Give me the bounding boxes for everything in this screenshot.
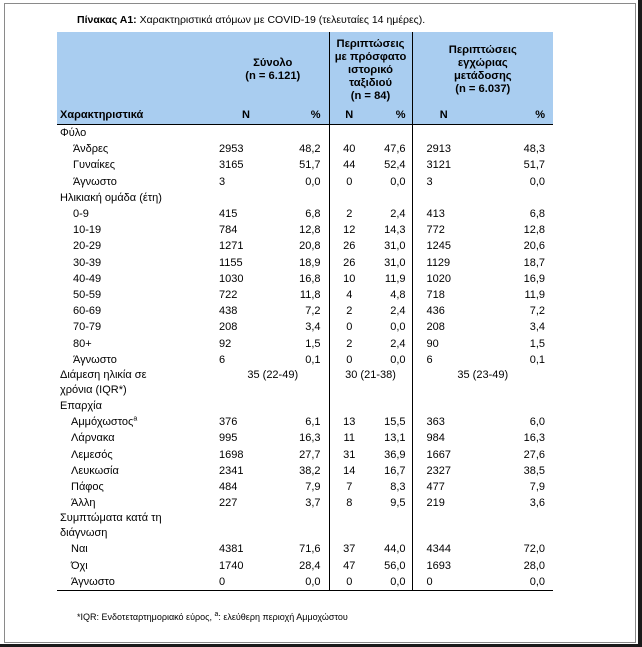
row-label bbox=[57, 157, 217, 173]
pct-total-cell: 0,1 bbox=[305, 353, 321, 366]
count-travel-cell: 47 bbox=[329, 558, 369, 574]
pct-travel-cell: 2,4 bbox=[390, 208, 406, 221]
pct-total-cell: 51,7 bbox=[299, 159, 321, 172]
row-label-text: Άλλη bbox=[71, 497, 96, 510]
header-local-line1: Περιπτώσεις bbox=[448, 44, 517, 56]
pct-local-cell: 6,8 bbox=[529, 208, 546, 221]
pct-total-cell: 16,8 bbox=[299, 272, 321, 285]
row-label bbox=[57, 238, 217, 254]
footnote-part2: : ελεύθερη περιοχή Αμμοχώστου bbox=[218, 612, 348, 622]
pct-total-cell: 0,0 bbox=[305, 175, 321, 188]
section-symptoms-empty-cell bbox=[217, 511, 275, 541]
count-travel-cell: 44 bbox=[329, 157, 369, 173]
count-total-cell: 2953 bbox=[219, 143, 244, 156]
row-label bbox=[57, 447, 217, 463]
section-symptoms-row bbox=[57, 511, 553, 541]
count-total-cell: 3165 bbox=[219, 159, 244, 172]
row-label-text: Άγνωστο bbox=[71, 575, 115, 588]
header-pct-total: % bbox=[275, 107, 329, 125]
count-local-cell: 6 bbox=[412, 352, 475, 368]
header-travel-line4: ταξιδιού bbox=[349, 76, 392, 89]
median-total-cell: 35 (22-49) bbox=[247, 369, 299, 382]
pct-travel-cell: 52,4 bbox=[384, 159, 406, 172]
table-row bbox=[57, 558, 553, 574]
pct-travel-cell: 11,9 bbox=[384, 272, 406, 285]
count-total-cell: 1271 bbox=[219, 240, 244, 253]
count-local-cell: 363 bbox=[412, 414, 475, 430]
count-local-cell: 3121 bbox=[412, 157, 475, 173]
count-total-cell: 722 bbox=[219, 289, 238, 302]
count-local-cell: 208 bbox=[412, 319, 475, 335]
section-age-label-line1: Ηλικιακή ομάδα (έτη) bbox=[60, 191, 162, 204]
row-label-text: Αμμόχωστος bbox=[71, 416, 134, 429]
section-district-empty-cell bbox=[412, 398, 475, 414]
count-travel-cell: 7 bbox=[329, 479, 369, 495]
pct-local-cell: 0,0 bbox=[475, 574, 553, 591]
count-total-cell: 208 bbox=[219, 321, 238, 334]
median-age-label-line1: Διάμεση ηλικία σε bbox=[60, 369, 147, 382]
count-travel-cell: 2 bbox=[329, 336, 369, 352]
median-age-label-line2: χρόνια (IQR*) bbox=[60, 384, 127, 397]
pct-local-cell: 0,0 bbox=[529, 175, 546, 188]
row-label-text: Πάφος bbox=[71, 481, 104, 494]
header-characteristics: Χαρακτηριστικά bbox=[57, 107, 217, 125]
table-row bbox=[57, 414, 553, 430]
table-row bbox=[57, 174, 553, 190]
pct-travel-cell: 14,3 bbox=[384, 224, 406, 237]
count-total-cell: 1030 bbox=[219, 272, 244, 285]
pct-travel-cell: 47,6 bbox=[384, 143, 406, 156]
row-label-text: 30-39 bbox=[73, 256, 102, 269]
section-age-empty-cell bbox=[369, 190, 412, 206]
section-sex-empty-cell bbox=[329, 125, 369, 142]
row-label bbox=[57, 430, 217, 446]
section-sex-empty-cell bbox=[475, 125, 553, 142]
count-total-cell: 6 bbox=[219, 353, 226, 366]
pct-local-cell: 16,9 bbox=[523, 272, 546, 285]
table-caption bbox=[77, 14, 425, 26]
header-local-line4: (n = 6.037) bbox=[455, 83, 511, 95]
pct-total-cell: 0,0 bbox=[275, 574, 329, 591]
header-total-line2: (n = 6.121) bbox=[245, 70, 301, 82]
row-label-text: 10-19 bbox=[73, 224, 102, 237]
caption-text: Χαρακτηριστικά ατόμων με COVID-19 (τελευταίες 14 ημέρες). bbox=[136, 14, 426, 26]
header-n-total: N bbox=[217, 107, 275, 125]
pct-total-cell: 1,5 bbox=[305, 337, 321, 350]
section-age-empty-cell bbox=[329, 190, 369, 206]
table-row bbox=[57, 255, 553, 271]
section-district-empty-cell bbox=[329, 398, 369, 414]
pct-local-cell: 3,6 bbox=[529, 497, 546, 510]
median-local-cell: 35 (23-49) bbox=[412, 368, 553, 398]
pct-total-cell: 11,8 bbox=[299, 289, 321, 302]
pct-travel-cell: 56,0 bbox=[384, 559, 406, 572]
count-total-cell: 0 bbox=[217, 574, 275, 591]
caption-label: Πίνακας Α1: bbox=[77, 14, 137, 26]
pct-travel-cell: 2,4 bbox=[390, 305, 406, 318]
row-label-text: Άγνωστο bbox=[73, 353, 117, 366]
row-label-text: 80+ bbox=[73, 337, 92, 350]
count-total-cell: 1698 bbox=[219, 448, 244, 461]
pct-travel-cell: 13,1 bbox=[384, 432, 406, 445]
section-symptoms-empty-cell bbox=[275, 511, 329, 541]
pct-local-cell: 18,7 bbox=[523, 256, 546, 269]
section-district-empty-cell bbox=[217, 398, 275, 414]
section-symptoms-label-line2: διάγνωση bbox=[60, 527, 108, 540]
section-sex-row bbox=[57, 125, 553, 142]
count-travel-cell: 26 bbox=[329, 238, 369, 254]
count-local-cell: 1245 bbox=[412, 238, 475, 254]
table-body bbox=[57, 125, 553, 591]
pct-travel-cell: 8,3 bbox=[390, 481, 406, 494]
header-blank bbox=[57, 32, 217, 107]
row-label bbox=[57, 271, 217, 287]
count-travel-cell: 37 bbox=[329, 541, 369, 557]
row-label bbox=[57, 319, 217, 335]
section-symptoms-empty-cell bbox=[369, 511, 412, 541]
count-total-cell: 376 bbox=[219, 416, 238, 429]
row-label bbox=[57, 303, 217, 319]
row-label bbox=[57, 255, 217, 271]
pct-total-cell: 28,4 bbox=[299, 559, 321, 572]
pct-total-cell: 6,8 bbox=[305, 208, 321, 221]
row-label bbox=[57, 141, 217, 157]
pct-travel-cell: 2,4 bbox=[390, 337, 406, 350]
count-local-cell: 984 bbox=[412, 430, 475, 446]
section-symptoms-empty-cell bbox=[329, 511, 369, 541]
pct-local-cell: 3,4 bbox=[529, 321, 546, 334]
pct-local-cell: 1,5 bbox=[529, 337, 546, 350]
count-total-cell: 3 bbox=[219, 175, 226, 188]
count-travel-cell: 0 bbox=[329, 319, 369, 335]
section-symptoms-label-line1: Συμπτώματα κατά τη bbox=[60, 512, 162, 525]
pct-total-cell: 3,7 bbox=[305, 497, 321, 510]
table-row bbox=[57, 463, 553, 479]
row-label-text: Όχι bbox=[71, 559, 88, 572]
count-total-cell: 2341 bbox=[219, 464, 244, 477]
row-label-text: 0-9 bbox=[73, 208, 89, 221]
row-label bbox=[57, 479, 217, 495]
pct-total-cell: 18,9 bbox=[299, 256, 321, 269]
table-row bbox=[57, 352, 553, 368]
table-row bbox=[57, 430, 553, 446]
header-total-line1: Σύνολο bbox=[253, 57, 293, 69]
count-total-cell: 784 bbox=[219, 224, 238, 237]
pct-local-cell: 72,0 bbox=[523, 543, 546, 556]
header-travel-line5: (n = 84) bbox=[350, 89, 391, 102]
header-travel bbox=[329, 32, 412, 107]
median-age-label bbox=[57, 368, 217, 398]
section-age-label bbox=[57, 190, 217, 206]
count-total-cell: 438 bbox=[219, 305, 238, 318]
section-symptoms-label bbox=[57, 511, 217, 541]
row-label bbox=[57, 222, 217, 238]
count-travel-cell: 13 bbox=[329, 414, 369, 430]
section-district-empty-cell bbox=[369, 398, 412, 414]
table-row bbox=[57, 271, 553, 287]
count-local-cell: 1129 bbox=[412, 255, 475, 271]
row-label-text: 50-59 bbox=[73, 289, 102, 302]
footnote-sup: a bbox=[214, 611, 219, 618]
row-label bbox=[57, 174, 217, 190]
section-age-empty-cell bbox=[412, 190, 475, 206]
section-age-empty-cell bbox=[475, 190, 553, 206]
pct-local-cell: 38,5 bbox=[523, 464, 546, 477]
count-local-cell: 477 bbox=[412, 479, 475, 495]
pct-local-cell: 12,8 bbox=[523, 224, 546, 237]
footnote-part1: *IQR: Ενδοτεταρτημοριακό εύρος, bbox=[77, 612, 215, 622]
pct-total-cell: 48,2 bbox=[299, 143, 321, 156]
row-label bbox=[57, 336, 217, 352]
count-local-cell: 90 bbox=[412, 336, 475, 352]
row-label-text: Γυναίκες bbox=[73, 159, 116, 172]
count-local-cell: 1020 bbox=[412, 271, 475, 287]
table-row bbox=[57, 574, 553, 591]
table-row bbox=[57, 319, 553, 335]
count-total-cell: 995 bbox=[219, 432, 238, 445]
pct-total-cell: 3,4 bbox=[305, 321, 321, 334]
count-total-cell: 227 bbox=[219, 497, 238, 510]
row-label-text: Άγνωστο bbox=[73, 175, 117, 188]
count-travel-cell: 40 bbox=[329, 141, 369, 157]
pct-local-cell: 51,7 bbox=[523, 159, 546, 172]
section-sex-empty-cell bbox=[217, 125, 275, 142]
pct-total-cell: 16,3 bbox=[299, 432, 321, 445]
count-travel-cell: 0 bbox=[329, 174, 369, 190]
section-district-empty-cell bbox=[475, 398, 553, 414]
pct-total-cell: 12,8 bbox=[299, 224, 321, 237]
count-travel-cell: 0 bbox=[329, 352, 369, 368]
table-row bbox=[57, 206, 553, 222]
count-local-cell: 1667 bbox=[412, 447, 475, 463]
row-label bbox=[57, 558, 217, 574]
pct-travel-cell: 0,0 bbox=[390, 321, 406, 334]
row-label bbox=[57, 414, 217, 430]
header-travel-line2: με πρόσφατο bbox=[334, 50, 407, 63]
count-local-cell: 772 bbox=[412, 222, 475, 238]
pct-travel-cell: 15,5 bbox=[384, 416, 406, 429]
header-pct-travel: % bbox=[369, 107, 412, 125]
median-age-row bbox=[57, 368, 553, 398]
table-row bbox=[57, 447, 553, 463]
section-sex-empty-cell bbox=[369, 125, 412, 142]
pct-local-cell: 11,9 bbox=[524, 289, 546, 302]
count-local-cell: 718 bbox=[412, 287, 475, 303]
section-age-row bbox=[57, 190, 553, 206]
row-label bbox=[57, 495, 217, 511]
section-district-label-line1: Επαρχία bbox=[60, 400, 102, 413]
pct-total-cell: 71,6 bbox=[299, 543, 321, 556]
pct-local-cell: 7,2 bbox=[529, 305, 546, 318]
table-row bbox=[57, 336, 553, 352]
count-local-cell: 0 bbox=[412, 574, 475, 591]
section-age-empty-cell bbox=[275, 190, 329, 206]
count-local-cell: 219 bbox=[412, 495, 475, 511]
row-label-text: Λευκωσία bbox=[71, 464, 119, 477]
count-travel-cell: 2 bbox=[329, 303, 369, 319]
count-travel-cell: 2 bbox=[329, 206, 369, 222]
header-total bbox=[217, 32, 329, 107]
section-district-row bbox=[57, 398, 553, 414]
covid-characteristics-table bbox=[57, 32, 553, 591]
pct-total-cell: 27,7 bbox=[299, 448, 321, 461]
header-local-line3: μετάδοσης bbox=[453, 70, 512, 82]
count-travel-cell: 10 bbox=[329, 271, 369, 287]
pct-local-cell: 48,3 bbox=[523, 143, 546, 156]
table-footnote bbox=[77, 612, 348, 622]
row-label bbox=[57, 206, 217, 222]
table-row bbox=[57, 287, 553, 303]
section-district-label bbox=[57, 398, 217, 414]
header-travel-line3: ιστορικό bbox=[348, 63, 394, 76]
count-local-cell: 1693 bbox=[412, 558, 475, 574]
count-local-cell: 2327 bbox=[412, 463, 475, 479]
count-total-cell: 1155 bbox=[219, 256, 243, 269]
row-label-text: 20-29 bbox=[73, 240, 102, 253]
row-label-text: 70-79 bbox=[73, 321, 102, 334]
header-group-row bbox=[57, 32, 553, 107]
pct-travel-cell: 31,0 bbox=[384, 256, 406, 269]
table-row bbox=[57, 222, 553, 238]
count-total-cell: 1740 bbox=[219, 559, 244, 572]
table-row bbox=[57, 238, 553, 254]
pct-travel-cell: 44,0 bbox=[384, 543, 406, 556]
row-label-text: Άνδρες bbox=[73, 143, 109, 156]
header-travel-line1: Περιπτώσεις bbox=[336, 37, 405, 50]
section-sex-empty-cell bbox=[412, 125, 475, 142]
pct-local-cell: 6,0 bbox=[529, 416, 546, 429]
row-label-text: Ναι bbox=[71, 543, 88, 556]
count-travel-cell: 26 bbox=[329, 255, 369, 271]
header-pct-local: % bbox=[475, 107, 553, 125]
row-label bbox=[57, 352, 217, 368]
count-travel-cell: 14 bbox=[329, 463, 369, 479]
count-travel-cell: 11 bbox=[329, 430, 369, 446]
count-travel-cell: 4 bbox=[329, 287, 369, 303]
row-label bbox=[57, 541, 217, 557]
table-row bbox=[57, 303, 553, 319]
header-n-travel: N bbox=[329, 107, 369, 125]
count-local-cell: 436 bbox=[412, 303, 475, 319]
header-local bbox=[412, 32, 553, 107]
table-row bbox=[57, 157, 553, 173]
pct-travel-cell: 0,0 bbox=[369, 574, 412, 591]
row-label-text: 60-69 bbox=[73, 305, 102, 318]
pct-travel-cell: 9,5 bbox=[390, 497, 406, 510]
pct-travel-cell: 0,0 bbox=[390, 175, 406, 188]
count-local-cell: 413 bbox=[412, 206, 475, 222]
pct-total-cell: 7,2 bbox=[305, 305, 321, 318]
section-symptoms-empty-cell bbox=[475, 511, 553, 541]
section-sex-empty-cell bbox=[275, 125, 329, 142]
section-sex-label bbox=[57, 125, 217, 142]
pct-total-cell: 7,9 bbox=[305, 481, 321, 494]
count-travel-cell: 8 bbox=[329, 495, 369, 511]
pct-travel-cell: 36,9 bbox=[384, 448, 406, 461]
row-label bbox=[57, 287, 217, 303]
pct-total-cell: 38,2 bbox=[299, 464, 321, 477]
count-total-cell: 92 bbox=[219, 337, 232, 350]
section-district-empty-cell bbox=[275, 398, 329, 414]
pct-local-cell: 7,9 bbox=[529, 481, 546, 494]
section-symptoms-empty-cell bbox=[412, 511, 475, 541]
row-label-text: Λεμεσός bbox=[71, 448, 113, 461]
row-label bbox=[57, 574, 217, 591]
count-travel-cell: 0 bbox=[329, 574, 369, 591]
scan-edge-right bbox=[638, 0, 642, 647]
row-label-sup: a bbox=[133, 415, 138, 423]
pct-local-cell: 27,6 bbox=[523, 448, 546, 461]
count-total-cell: 4381 bbox=[219, 543, 244, 556]
table-row bbox=[57, 479, 553, 495]
header-n-local: N bbox=[412, 107, 475, 125]
pct-travel-cell: 31,0 bbox=[384, 240, 406, 253]
section-sex-label-line1: Φύλο bbox=[60, 127, 87, 139]
row-label bbox=[57, 463, 217, 479]
count-local-cell: 2913 bbox=[412, 141, 475, 157]
table-row bbox=[57, 495, 553, 511]
count-local-cell: 3 bbox=[412, 174, 475, 190]
header-local-line2: εγχώριας bbox=[457, 57, 508, 69]
pct-travel-cell: 0,0 bbox=[390, 353, 406, 366]
section-age-empty-cell bbox=[217, 190, 275, 206]
pct-local-cell: 28,0 bbox=[523, 559, 546, 572]
pct-travel-cell: 16,7 bbox=[384, 464, 406, 477]
count-total-cell: 484 bbox=[219, 481, 238, 494]
count-local-cell: 4344 bbox=[412, 541, 475, 557]
pct-local-cell: 20,6 bbox=[523, 240, 546, 253]
count-total-cell: 415 bbox=[219, 208, 238, 221]
pct-total-cell: 20,8 bbox=[299, 240, 321, 253]
table-row bbox=[57, 541, 553, 557]
pct-local-cell: 16,3 bbox=[523, 432, 546, 445]
pct-total-cell: 6,1 bbox=[305, 416, 321, 429]
table-row bbox=[57, 141, 553, 157]
count-travel-cell: 31 bbox=[329, 447, 369, 463]
pct-travel-cell: 4,8 bbox=[390, 289, 406, 302]
median-travel-cell: 30 (21-38) bbox=[329, 368, 412, 398]
header-sub-row bbox=[57, 107, 553, 125]
row-label-text: 40-49 bbox=[73, 272, 102, 285]
count-travel-cell: 12 bbox=[329, 222, 369, 238]
row-label-text: Λάρνακα bbox=[71, 432, 115, 445]
pct-local-cell: 0,1 bbox=[529, 353, 546, 366]
